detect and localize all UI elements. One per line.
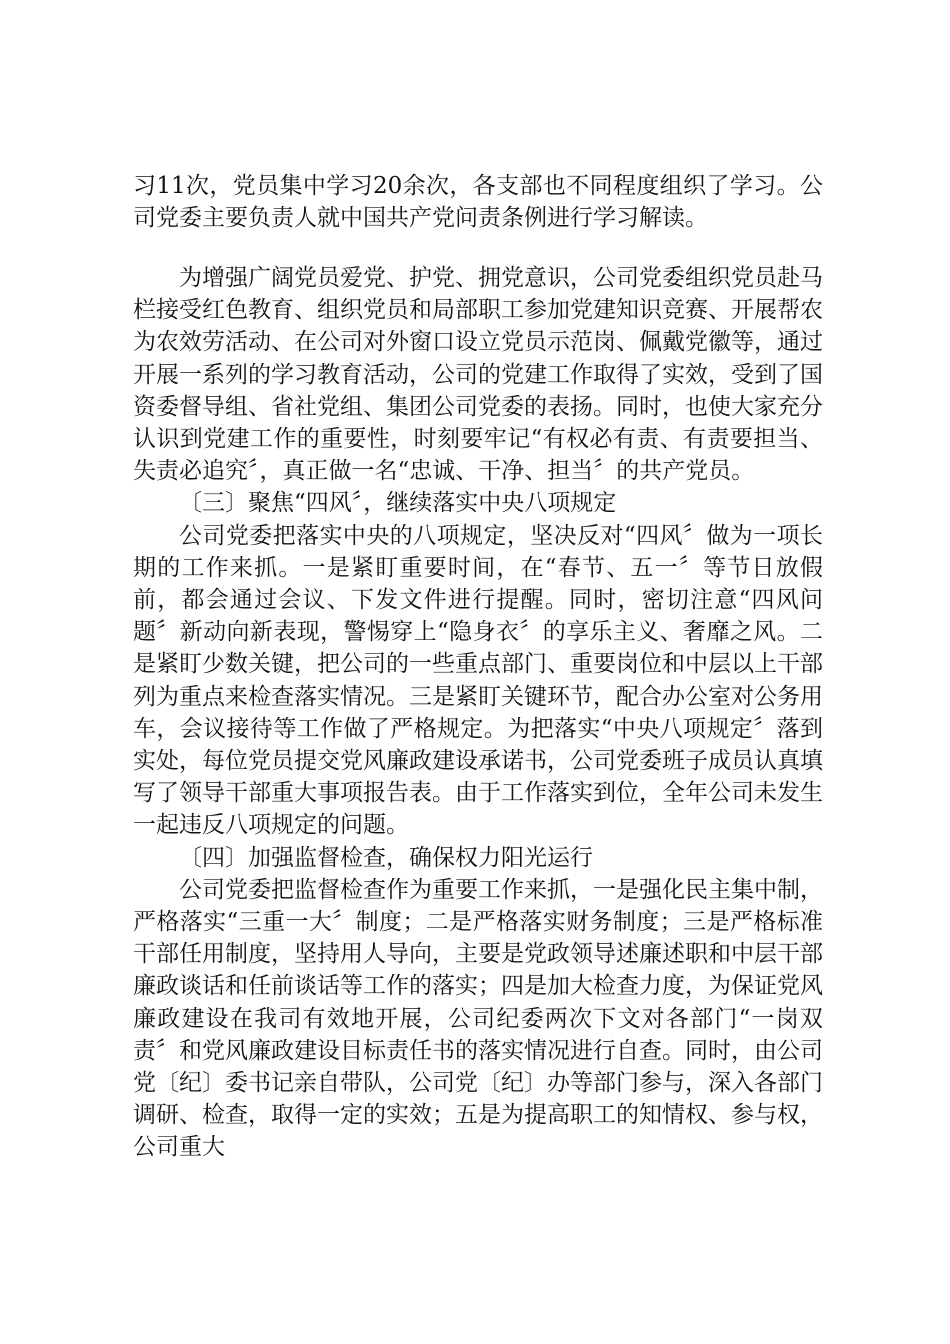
section-4-heading: 〔四〕加强监督检查，确保权力阳光运行 bbox=[179, 844, 593, 871]
top-text-block bbox=[133, 170, 823, 234]
section-3-heading: 〔三〕聚焦“四风〞，继续落实中央八项规定 bbox=[179, 490, 617, 517]
party-education-paragraph: 为增强广阔党员爱党、护党、拥党意识，公司党委组织党员赴马栏接受红色教育、组织党员和局部职工参加党建知识竞赛、开展帮农为农效劳活动、在公司对外窗口设立党员示范岗、佩戴党徽等，通过开展一系列的学习教育活动，公司的党建工作取得了实效，受到了国资委督导组、省社党组、集团公司党委的表扬。同时，也使大家充分认识到党建工作的重要性，时刻要牢记“有权必有责、有责要担当、失责必追究〞，真正做一名“忠诚、干净、担当〞的共产党员。 bbox=[133, 265, 823, 485]
section-3-paragraph: 公司党委把落实中央的八项规定，坚决反对“四风〞做为一项长期的工作来抓。一是紧盯重要时间，在“春节、五一〞等节日放假前，都会通过会议、下发文件进行提醒。同时，密切注意“四风问题〞新动向新表现，警惕穿上“隐身衣〞的享乐主义、奢靡之风。二是紧盯少数关键，把公司的一些重点部门、重要岗位和中层以上干部列为重点来检查落实情况。三是紧盯关键环节，配合办公室对公务用车，会议接待等工作做了严格规定。为把落实“中央八项规定〞落到实处，每位党员提交党风廉政建设承诺书，公司党委班子成员认真填写了领导干部重大事项报告表。由于工作落实到位，全年公司未发生一起违反八项规定的问题。 bbox=[133, 522, 823, 839]
main-text-block bbox=[133, 262, 823, 1164]
section-4-paragraph: 公司党委把监督检查作为重要工作来抓，一是强化民主集中制，严格落实“三重一大〞制度；二是严格落实财务制度；三是严格标准干部任用制度，坚持用人导向，主要是党政领导述廉述职和中层干部廉政谈话和任前谈话等工作的落实；四是加大检查力度，为保证党风廉政建设在我司有效地开展，公司纪委两次下文对各部门“一岗双责〞和党风廉政建设目标责任书的落实情况进行自查。同时，由公司党〔纪〕委书记亲自带队，公司党〔纪〕办等部门参与，深入各部门调研、检查，取得一定的实效；五是为提高职工的知情权、参与权，公司重大 bbox=[133, 876, 823, 1161]
opening-paragraph: 习11次，党员集中学习20余次，各支部也不同程度组织了学习。公司党委主要负责人就中国共产党问责条例进行学习解读。 bbox=[133, 173, 823, 232]
